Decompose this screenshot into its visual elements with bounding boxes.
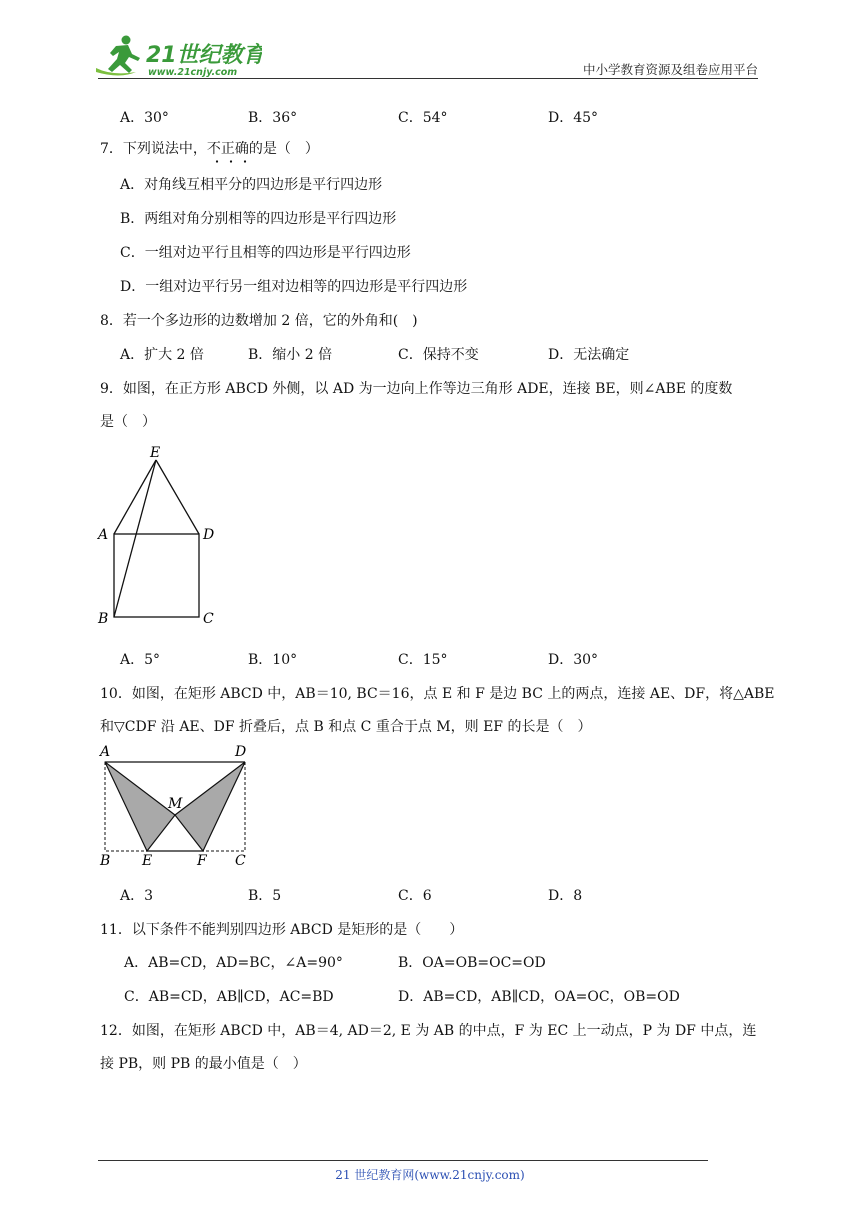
q9-option-d: D．30° bbox=[548, 652, 599, 668]
q9-label-c: C bbox=[203, 611, 214, 627]
q8-option-d: D．无法确定 bbox=[548, 347, 630, 363]
q9-stem-line1: 9．如图，在正方形 ABCD 外侧，以 AD 为一边向上作等边三角形 ADE，连接 BE，则∠ABE 的度数 bbox=[100, 381, 733, 397]
q9-edge-ea bbox=[114, 460, 156, 534]
q12-stem-line1: 12．如图，在矩形 ABCD 中，AB＝4, AD＝2, E 为 AB 的中点，F 为 EC 上一动点，P 为 DF 中点，连 bbox=[100, 1023, 757, 1039]
q7-stem-emphasis: 不正确 bbox=[207, 138, 249, 158]
q9-option-c: C．15° bbox=[398, 652, 448, 668]
q8-option-b: B．缩小 2 倍 bbox=[248, 347, 333, 363]
q7-stem bbox=[100, 138, 319, 158]
q9-square bbox=[114, 534, 199, 617]
q9-option-b: B．10° bbox=[248, 652, 298, 668]
q10-folded-triangle-left bbox=[105, 762, 175, 851]
q7-stem-pre: 7．下列说法中， bbox=[100, 141, 207, 157]
footer-divider bbox=[98, 1160, 708, 1161]
header-divider bbox=[98, 78, 758, 79]
q9-stem-line2: 是（ ） bbox=[100, 414, 156, 430]
site-logo bbox=[92, 32, 262, 80]
q10-option-b: B．5 bbox=[248, 888, 282, 904]
q11-stem: 11．以下条件不能判别四边形 ABCD 是矩形的是（ ） bbox=[100, 922, 464, 938]
q6-option-a: A．30° bbox=[120, 110, 169, 126]
footer-text: 21 世纪教育网(www.21cnjy.com) bbox=[335, 1168, 525, 1182]
q10-option-a: A．3 bbox=[120, 888, 154, 904]
q11-option-c: C．AB=CD，AB∥CD，AC=BD bbox=[124, 989, 334, 1005]
q8-option-a: A．扩大 2 倍 bbox=[120, 347, 204, 363]
q10-stem-line1: 10．如图，在矩形 ABCD 中，AB＝10, BC＝16，点 E 和 F 是边 BC 上的两点，连接 AE、DF，将△ABE bbox=[100, 686, 775, 702]
q9-label-d: D bbox=[203, 527, 215, 543]
q10-label-e: E bbox=[142, 853, 153, 869]
header-platform-text: 中小学教育资源及组卷应用平台 bbox=[582, 62, 758, 77]
q9-edge-ed bbox=[156, 460, 199, 534]
q10-figure bbox=[95, 740, 255, 870]
q10-label-a: A bbox=[100, 744, 111, 760]
logo-text: 21世纪教育 bbox=[146, 43, 262, 68]
logo-url: www.21cnjy.com bbox=[148, 67, 238, 78]
q10-label-b: B bbox=[100, 853, 111, 869]
runner-icon bbox=[96, 36, 140, 76]
q10-option-d: D．8 bbox=[548, 888, 583, 904]
q10-label-c: C bbox=[235, 853, 246, 869]
q11-option-b: B．OA=OB=OC=OD bbox=[398, 955, 546, 971]
q9-label-e: E bbox=[150, 445, 161, 461]
q6-option-d: D．45° bbox=[548, 110, 599, 126]
q9-edge-eb bbox=[114, 460, 156, 617]
q9-figure bbox=[95, 440, 225, 630]
q10-stem-line2: 和▽CDF 沿 AE、DF 折叠后，点 B 和点 C 重合于点 M，则 EF 的长是（ ） bbox=[100, 719, 592, 735]
q6-option-c: C．54° bbox=[398, 110, 448, 126]
q10-label-f: F bbox=[197, 853, 207, 869]
q7-option-c: C．一组对边平行且相等的四边形是平行四边形 bbox=[120, 245, 411, 261]
q7-option-a: A．对角线互相平分的四边形是平行四边形 bbox=[120, 177, 383, 193]
q8-option-c: C．保持不变 bbox=[398, 347, 479, 363]
q7-stem-post: 的是（ ） bbox=[248, 141, 319, 157]
q10-label-d: D bbox=[235, 744, 247, 760]
q9-label-a: A bbox=[98, 527, 109, 543]
q9-label-b: B bbox=[98, 611, 109, 627]
q11-option-d: D．AB=CD，AB∥CD，OA=OC，OB=OD bbox=[398, 989, 680, 1005]
q10-option-c: C．6 bbox=[398, 888, 432, 904]
q9-option-a: A．5° bbox=[120, 652, 161, 668]
q11-option-a: A．AB=CD，AD=BC，∠A=90° bbox=[124, 955, 343, 971]
q10-label-m: M bbox=[168, 796, 183, 812]
q7-option-d: D．一组对边平行另一组对边相等的四边形是平行四边形 bbox=[120, 279, 468, 295]
q8-stem: 8．若一个多边形的边数增加 2 倍，它的外角和( ) bbox=[100, 313, 418, 329]
q7-option-b: B．两组对角分别相等的四边形是平行四边形 bbox=[120, 211, 397, 227]
q10-folded-triangle-right bbox=[175, 762, 245, 851]
q6-option-b: B．36° bbox=[248, 110, 298, 126]
q12-stem-line2: 接 PB，则 PB 的最小值是（ ） bbox=[100, 1056, 307, 1072]
